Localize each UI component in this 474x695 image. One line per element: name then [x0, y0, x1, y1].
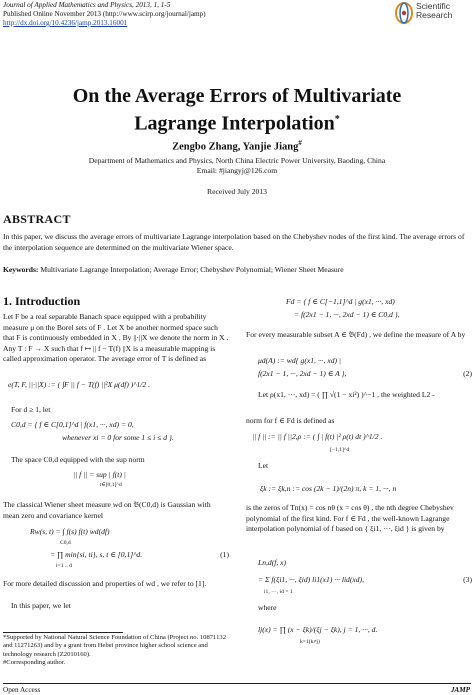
affiliation: Department of Mathematics and Physics, North China Electric Power University, Baoding, China — [88, 156, 386, 165]
paper-title — [0, 85, 474, 136]
affiliation-block — [0, 156, 474, 176]
equation-covariance-line-1: Rw(s, t) = ∫ f(s) f(t) wd(df) — [30, 527, 110, 536]
right-column-para-2: Let ρ(x1, ···, xd) = ( ∏ √(1 − xi²) )^−1 , the weighted L2 - — [258, 390, 435, 399]
keywords — [3, 265, 471, 274]
right-column-para-4: Let — [258, 461, 269, 470]
equation-number-1: (1) — [220, 550, 229, 559]
email: Email: #jiangyj@126.com — [196, 166, 278, 175]
equation-average-error: e(T, F, ||·||X) := ( ∫F || f − T(f) ||²X μ(df) )^1/2 . — [8, 380, 151, 389]
footnote-rule — [3, 632, 123, 633]
equation-lagrange-line-1: Ln,d(f, x) — [258, 558, 287, 567]
title-footnote-mark: * — [334, 114, 340, 125]
left-column-para-5: For more detailed discussion and properties of wd , we refer to [1]. — [3, 579, 207, 588]
right-column-para-5: is the zeros of Tn(x) = cos nθ (x = cos θ) , the nth degree Chebyshev polynomial of the first kind. For f ∈ Fd , the well-known Lagrange interpolation polynomial of f based on { ξi1, ···, ξid } is given by — [246, 503, 454, 534]
left-column-para-2: For d ≥ 1, let — [11, 405, 51, 414]
equation-lagrange-sum: = Σ f(ξi1, ···, ξid) li1(x1) ··· lid(xd), — [258, 575, 364, 584]
equation-measure-line-1: μd(A) := wd{ g(x1, ···, xd) | — [258, 356, 342, 365]
author-footnote-mark: # — [298, 139, 302, 147]
title-line-1: On the Average Errors of Multivariate — [72, 85, 402, 107]
footer-rule — [3, 683, 471, 684]
journal-header — [3, 1, 206, 28]
equation-basis-polynomial: lj(x) = ∏ (x − ξk)/(ξj − ξk), j = 1, ···, d. — [258, 625, 378, 634]
abstract-text: In this paper, we discuss the average errors of multivariate Lagrange interpolation based on the Chebyshev nodes of the first kind. The average errors of the interpolation sequence are determined on the multivariate Wiener space. — [3, 232, 465, 252]
equation-fd-line-2: = f(2x1 − 1, ···, 2xd − 1) ∈ C0,d }, — [294, 310, 400, 319]
abstract-heading: ABSTRACT — [3, 212, 71, 226]
equation-fd-line-1: Fd = { f ∈ C[−1,1]^d | g(x1, ···, xd) — [286, 297, 395, 306]
left-column-para-4: The classical Wiener sheet measure wd on 𝔅(C0,d) is Gaussian with mean zero and covariance kernel — [3, 500, 211, 520]
publication-info: Published Online November 2013 (http://www.scirp.org/journal/jamp) — [3, 10, 206, 18]
title-line-2: Lagrange Interpolation — [134, 112, 335, 135]
equation-covariance-product: = ∏ min{si, ti}, s, t ∈ [0,1]^d. — [50, 550, 143, 559]
lagrange-sum-subscript: i1, ···, id = 1 — [264, 589, 293, 595]
equation-covariance-line-2 — [50, 550, 229, 561]
journal-citation: Journal of Applied Mathematics and Physics, 2013, 1, 1-5 — [3, 1, 171, 9]
equation-chebyshev-nodes: ξk := ξk,n := cos (2k − 1)/(2n) π, k = 1, ···, n — [260, 484, 397, 493]
logo-icon — [394, 2, 414, 24]
keywords-text: Multivariate Lagrange Interpolation; Average Error; Chebyshev Polynomial; Wiener Sheet Measure — [40, 265, 344, 274]
equation-weighted-norm: || f || := || f ||2,ρ := ( ∫ | f(t) |² ρ(t) dt )^1/2 . — [252, 432, 383, 441]
equation-number-3: (3) — [463, 575, 472, 584]
logo-text-2: Research — [416, 10, 453, 20]
equation-measure-line-2 — [258, 369, 472, 380]
equation-lagrange-line-2 — [258, 575, 472, 586]
equation-sup-norm: || f || = sup | f(t) | — [73, 470, 126, 479]
keywords-label: Keywords: — [3, 265, 39, 274]
authors — [0, 139, 474, 153]
received-date: Received July 2013 — [207, 187, 267, 196]
publisher-logo — [394, 2, 468, 26]
doi-link[interactable]: http://dx.doi.org/10.4236/jamp.2013.16001 — [3, 19, 128, 27]
footnote-corresponding: #Corresponding author. — [3, 659, 66, 667]
right-column-para-3: norm for f ∈ Fd is defined as — [246, 416, 335, 425]
logo-text-1: Scientific — [416, 1, 451, 11]
left-column-para-6: In this paper, we let — [11, 601, 71, 610]
section-heading-introduction: 1. Introduction — [3, 294, 81, 308]
equation-number-2: (2) — [463, 369, 472, 378]
covariance-integral-subscript: C0,d — [60, 540, 71, 546]
equation-c0d-line-2: whenever xi = 0 for some 1 ≤ i ≤ d }. — [62, 433, 174, 442]
author-names: Zengbo Zhang, Yanjie Jiang — [172, 141, 299, 153]
footer-open-access: Open Access — [3, 686, 41, 694]
equation-c0d-line-1: C0,d = { f ∈ C[0,1]^d | f(x1, ···, xd) = 0, — [11, 420, 134, 429]
equation-measure-body: f(2x1 − 1, ···, 2xd − 1) ∈ A }, — [258, 369, 347, 378]
left-column-para-3: The space C0,d equipped with the sup norm — [11, 455, 145, 464]
left-column-para-1: Let F be a real separable Banach space equipped with a probability measure μ on the Borel sets of F . Let X be another normed space such that F is continuously embedded in X . By ||·||X we denote the norm in X . Any T : F → X such that f ↦ || f − T(f) ||X is a measurable mapping is called approximation operator. The average error of T is defined as — [3, 312, 229, 364]
right-column-para-6: where — [258, 603, 277, 612]
covariance-product-subscript: i=1 .. d — [56, 563, 72, 569]
weighted-norm-subscript: [−1,1]^d — [330, 447, 350, 453]
footnote-funding: *Supported by National Natural Science Foundation of China (Project no. 10871132 and 11271263) and by a grant from Hebei province higher school science and technology research (Z2010160). — [3, 634, 226, 658]
basis-product-subscript: k=1(k≠j) — [300, 639, 320, 645]
footnotes — [3, 634, 229, 668]
sup-norm-subscript: t∈[0,1]^d — [100, 482, 122, 488]
right-column-para-1: For every measurable subset A ∈ 𝔅(Fd) , we define the measure of A by — [246, 330, 466, 339]
footer-journal-abbrev: JAMP — [450, 686, 470, 694]
